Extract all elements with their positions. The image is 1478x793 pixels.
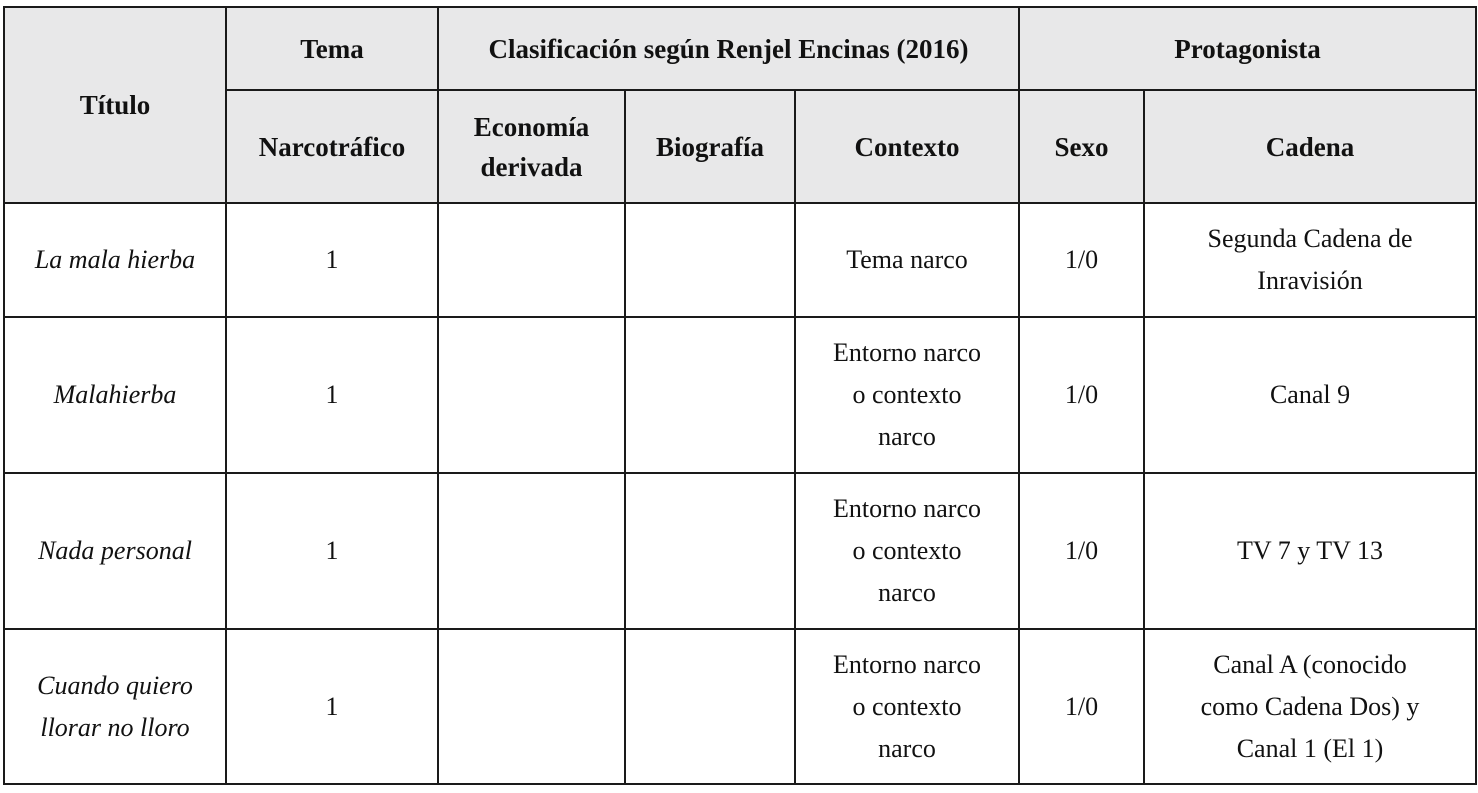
cell-contexto	[795, 317, 1019, 473]
cell-cadena	[1144, 473, 1476, 629]
table-row	[4, 203, 1476, 317]
cell-cadena	[1144, 629, 1476, 784]
cell-contexto-line: Entorno narco	[833, 649, 982, 679]
cell-contexto	[795, 629, 1019, 784]
header-sexo: Sexo	[1019, 90, 1144, 203]
cell-narcotrafico: 1	[226, 317, 438, 473]
cell-cadena	[1144, 317, 1476, 473]
cell-cadena-line: TV 7 y TV 13	[1237, 536, 1383, 565]
header-economia-line1: Economía	[473, 111, 590, 142]
header-clasificacion: Clasificación según Renjel Encinas (2016)	[438, 7, 1019, 90]
cell-sexo: 1/0	[1019, 317, 1144, 473]
cell-cadena-line: Canal 1 (El 1)	[1236, 733, 1384, 763]
cell-titulo	[4, 473, 226, 629]
header-biografia: Biografía	[625, 90, 795, 203]
header-row-top	[4, 7, 1476, 90]
cell-contexto-line: o contexto	[852, 380, 962, 409]
cell-contexto-line: o contexto	[852, 536, 962, 565]
cell-contexto-line: o contexto	[852, 691, 962, 721]
cell-cadena-line: Canal A (conocido	[1213, 649, 1407, 679]
cell-titulo	[4, 317, 226, 473]
table-row	[4, 317, 1476, 473]
cell-titulo-line: Malahierba	[53, 380, 177, 409]
cell-cadena	[1144, 203, 1476, 317]
header-economia	[438, 90, 625, 203]
cell-sexo: 1/0	[1019, 203, 1144, 317]
cell-biografia	[625, 317, 795, 473]
table-row	[4, 473, 1476, 629]
cell-titulo-line: La mala hierba	[34, 245, 196, 274]
cell-contexto	[795, 203, 1019, 317]
cell-economia	[438, 203, 625, 317]
header-contexto: Contexto	[795, 90, 1019, 203]
cell-contexto-line: narco	[878, 578, 936, 607]
cell-titulo	[4, 203, 226, 317]
cell-biografia	[625, 473, 795, 629]
table-body	[4, 203, 1476, 784]
header-narcotrafico: Narcotráfico	[226, 90, 438, 203]
cell-contexto-line: narco	[878, 422, 936, 451]
cell-sexo: 1/0	[1019, 473, 1144, 629]
cell-biografia	[625, 203, 795, 317]
cell-titulo-line: Cuando quiero	[37, 670, 193, 700]
cell-titulo-line: Nada personal	[38, 536, 192, 565]
cell-biografia	[625, 629, 795, 784]
header-cadena: Cadena	[1144, 90, 1476, 203]
cell-cadena-line: Segunda Cadena de	[1207, 224, 1413, 253]
data-table	[3, 6, 1477, 785]
table-row	[4, 629, 1476, 784]
cell-cadena-line: Inravisión	[1257, 266, 1363, 295]
cell-narcotrafico: 1	[226, 203, 438, 317]
cell-contexto-line: narco	[878, 733, 936, 763]
cell-contexto-line: Entorno narco	[833, 494, 982, 523]
cell-narcotrafico: 1	[226, 629, 438, 784]
header-economia-line2: derivada	[480, 151, 583, 182]
cell-sexo: 1/0	[1019, 629, 1144, 784]
header-titulo: Título	[4, 7, 226, 203]
header-protagonista: Protagonista	[1019, 7, 1476, 90]
cell-economia	[438, 317, 625, 473]
cell-titulo	[4, 629, 226, 784]
cell-economia	[438, 629, 625, 784]
cell-contexto	[795, 473, 1019, 629]
cell-contexto-line: Tema narco	[846, 245, 968, 274]
cell-cadena-line: como Cadena Dos) y	[1200, 691, 1420, 721]
cell-cadena-line: Canal 9	[1269, 380, 1351, 409]
cell-narcotrafico: 1	[226, 473, 438, 629]
cell-economia	[438, 473, 625, 629]
header-tema: Tema	[226, 7, 438, 90]
cell-contexto-line: Entorno narco	[833, 338, 982, 367]
cell-titulo-line: llorar no lloro	[40, 712, 190, 742]
